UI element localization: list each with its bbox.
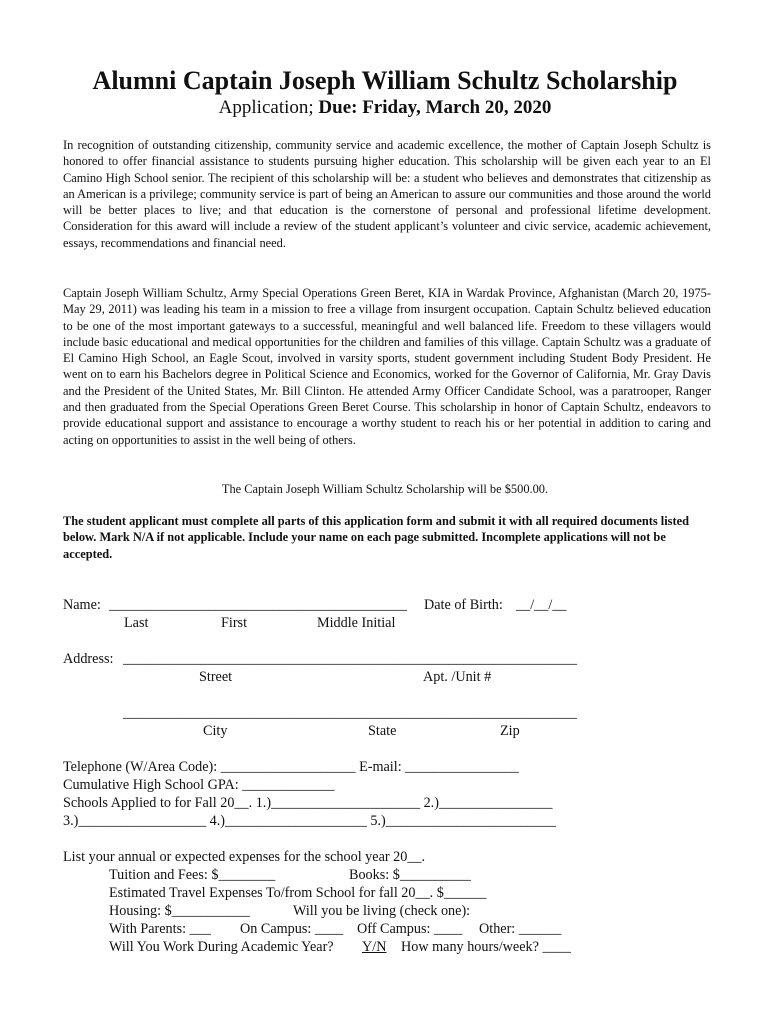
on-campus-check[interactable]: On Campus: ____ [240, 921, 344, 937]
address-sub-zip: Zip [500, 723, 520, 739]
work-yn-choice[interactable]: Y/N [362, 939, 387, 955]
tuition-field[interactable]: Tuition and Fees: $________ [109, 867, 276, 883]
off-campus-check[interactable]: Off Campus: ____ [357, 921, 463, 937]
street-field[interactable]: ________________________________________________________________ [123, 651, 577, 667]
intro-paragraph: In recognition of outstanding citizenship, community service and academic excellence, the mother of Captain Joseph Schultz is honored to offer financial assistance to students pursuing higher education. This scholarship will be given each year to an El Camino High School senior. The recipient of this scholarship will be: a student who believes and demonstrates that citizenship as an American is a privilege; community service is part of being an American to assure our communities and those around the world will be better places to live; and that education is the cornerstone of personal and professional lifetime development. Consideration for this award will include a review of the student applicant’s volunteer and civic service, academic achievement, essays, recommendations and financial need. [63, 138, 711, 250]
with-parents-check[interactable]: With Parents: ___ [109, 921, 211, 937]
city-state-zip-field[interactable]: ________________________________________________________________ [123, 705, 577, 721]
address-label: Address: [63, 651, 114, 667]
work-question: Will You Work During Academic Year? [109, 939, 334, 955]
travel-expenses-field[interactable]: Estimated Travel Expenses To/from School for fall 20__. $______ [109, 885, 487, 901]
books-field[interactable]: Books: $__________ [349, 867, 471, 883]
dob-label: Date of Birth: [424, 597, 503, 613]
name-sub-last: Last [124, 615, 149, 631]
name-field[interactable]: __________________________________________ [109, 597, 407, 613]
schools-field[interactable]: Schools Applied to for Fall 20__. 1.)_____________________ 2.)________________ [63, 795, 553, 811]
address-sub-street: Street [199, 669, 233, 685]
living-question: Will you be living (check one): [293, 903, 471, 919]
dob-field[interactable]: __/__/__ [516, 597, 567, 613]
schools-field-2[interactable]: 3.)__________________ 4.)____________________ 5.)________________________ [63, 813, 557, 829]
expenses-intro: List your annual or expected expenses for the school year 20__. [63, 849, 426, 865]
award-amount: The Captain Joseph William Schultz Scholarship will be $500.00. [221, 482, 549, 496]
page-subtitle [0, 96, 770, 120]
due-date: Due: Friday, March 20, 2020 [318, 97, 552, 118]
hours-per-week-field[interactable]: How many hours/week? ____ [401, 939, 571, 955]
subtitle-prefix: Application; [218, 97, 319, 118]
page-title: Alumni Captain Joseph William Schultz Scholarship [92, 66, 678, 95]
biography-paragraph: Captain Joseph William Schultz, Army Special Operations Green Beret, KIA in Wardak Province, Afghanistan (March 20, 1975-May 29, 2011) was leading his team in a mission to free a village from insurgent occupation. Captain Schultz believed education to be one of the most important gateways to a successful, meaningful and well balanced life. Freedom to these villagers would include basic educational and medical opportunities for the children and families of this village. Captain Schultz was a graduate of El Camino High School, an Eagle Scout, involved in varsity sports, student government including Student Body President. He went on to earn his Bachelors degree in Political Science and Economics, worked for the Governor of California, Mr. Gray Davis and the President of the United States, Mr. Bill Clinton. He attended Army Officer Candidate School, was a paratrooper, Ranger and then graduated from the Special Operations Green Beret Course. This scholarship in honor of Captain Schultz, endeavors to provide educational support and assistance to encourage a worthy student to reach his or her potential in addition to caring and acting on opportunities to assist in the well being of others. [63, 286, 711, 447]
housing-field[interactable]: Housing: $___________ [109, 903, 250, 919]
gpa-field[interactable]: Cumulative High School GPA: _____________ [63, 777, 335, 793]
name-sub-middle: Middle Initial [317, 615, 396, 631]
address-sub-state: State [368, 723, 397, 739]
name-sub-first: First [221, 615, 248, 631]
address-sub-apt: Apt. /Unit # [423, 669, 492, 685]
other-check[interactable]: Other: ______ [479, 921, 562, 937]
name-label: Name: [63, 597, 101, 613]
address-sub-city: City [203, 723, 228, 739]
telephone-email-field[interactable]: Telephone (W/Area Code): ___________________ E-mail: ________________ [63, 759, 519, 775]
submission-notice: The student applicant must complete all parts of this application form and submit it with all required documents listed below. Mark N/A if not applicable. Include your name on each page submitted. Incomplete applications will not be accepted. [63, 514, 689, 561]
